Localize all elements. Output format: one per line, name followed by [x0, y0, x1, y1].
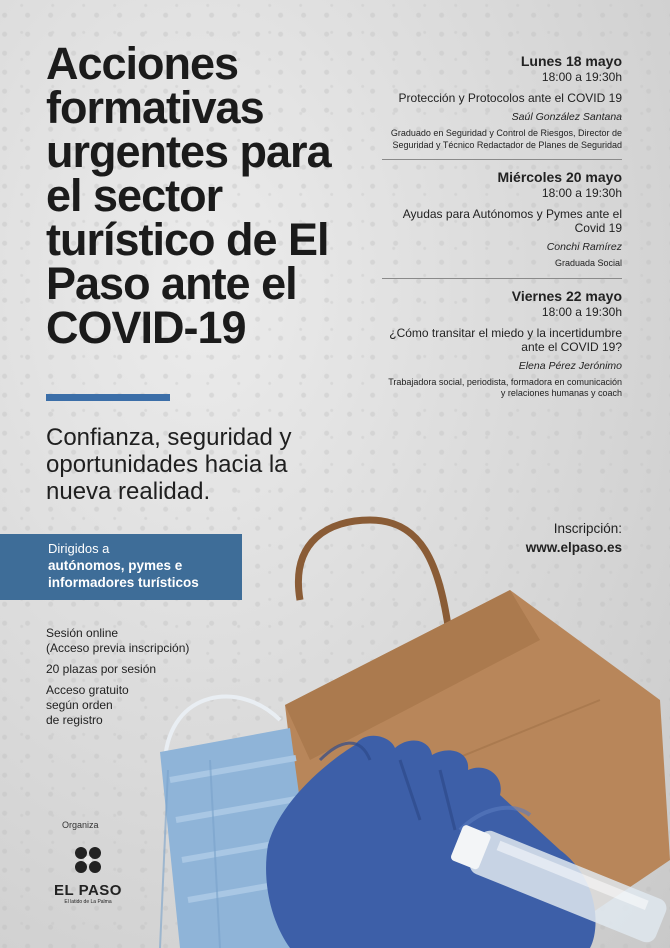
poster-title: Acciones formativas urgentes para el sector turístico de El Paso ante el COVID-19 — [46, 38, 331, 353]
organizer-logo — [48, 845, 128, 905]
access-line-3: de registro — [46, 713, 103, 727]
event-speaker-bio: Trabajadora social, periodista, formadora en comunicación y relaciones humanas y coach — [388, 376, 622, 398]
session-format — [46, 626, 246, 656]
event-schedule — [382, 52, 622, 416]
session-access — [46, 683, 246, 728]
registration-info — [526, 519, 622, 557]
organizer-tagline: El latido de La Palma — [64, 899, 112, 905]
organizer-label: Organiza — [62, 820, 99, 830]
title-divider — [46, 394, 170, 401]
event-item — [382, 168, 622, 279]
el-paso-logo-icon — [71, 845, 105, 875]
event-day: Lunes 18 mayo — [520, 53, 622, 69]
event-topic: Protección y Protocolos ante el COVID 19 — [398, 91, 622, 105]
bag-handle — [298, 520, 450, 640]
event-topic: ¿Cómo transitar el miedo y la incertidumbre ante el COVID 19? — [389, 325, 622, 354]
audience-line-1: autónomos, pymes e — [48, 558, 183, 573]
poster-subtitle: Confianza, seguridad y oportunidades hacia la nueva realidad. — [46, 424, 292, 505]
registration-label: Inscripción: — [553, 521, 622, 536]
audience-banner — [0, 534, 242, 600]
access-line-2: según orden — [46, 698, 113, 712]
audience-line-2: informadores turísticos — [48, 575, 199, 590]
event-item — [382, 287, 622, 408]
event-speaker-bio: Graduada Social — [554, 258, 622, 268]
session-online: Sesión online — [46, 626, 119, 640]
event-topic: Ayudas para Autónomos y Pymes ante el Covid 19 — [402, 207, 622, 235]
event-time: 18:00 a 19:30h — [541, 70, 622, 84]
registration-url[interactable]: www.elpaso.es — [525, 540, 622, 555]
event-speaker-bio: Graduado en Seguridad y Control de Riesgos, Director de Seguridad y Técnico Redactador de Planes de Seguridad — [390, 128, 622, 150]
event-speaker: Saúl González Santana — [511, 111, 622, 123]
event-item — [382, 52, 622, 160]
audience-intro: Dirigidos a — [48, 541, 110, 556]
organizer-name: EL PASO — [54, 882, 122, 899]
event-time: 18:00 a 19:30h — [541, 304, 622, 319]
event-day: Miércoles 20 mayo — [497, 169, 622, 185]
session-seats: 20 plazas por sesión — [46, 662, 157, 676]
event-speaker: Conchi Ramírez — [546, 241, 622, 253]
event-time: 18:00 a 19:30h — [541, 186, 622, 200]
access-line-1: Acceso gratuito — [46, 683, 129, 697]
session-online-note: (Acceso previa inscripción) — [46, 641, 190, 655]
event-speaker: Elena Pérez Jerónimo — [518, 359, 622, 372]
event-day: Viernes 22 mayo — [511, 287, 622, 304]
session-info — [46, 626, 246, 734]
